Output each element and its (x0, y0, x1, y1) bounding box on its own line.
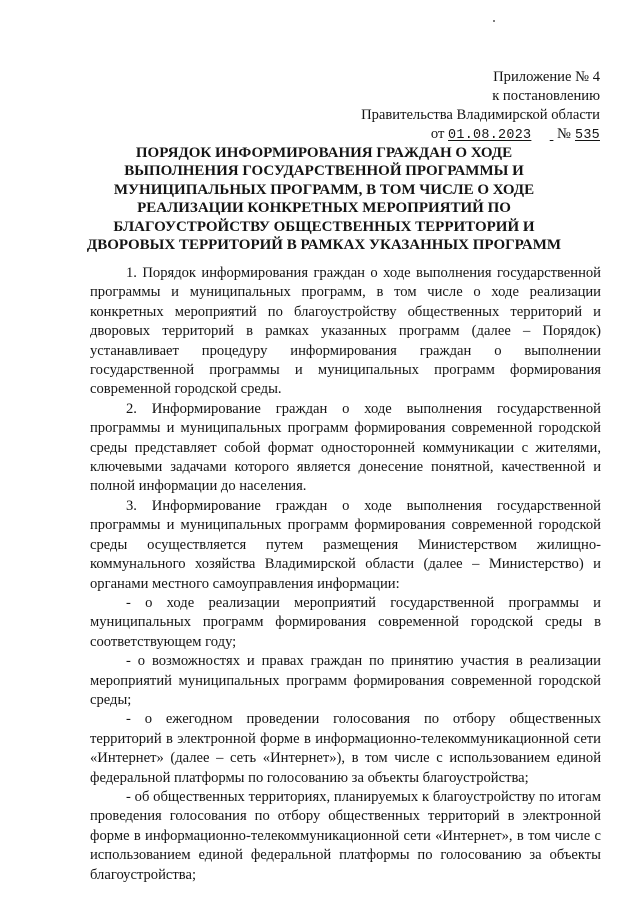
date-underline-gap (531, 125, 553, 144)
appendix-government-line: Правительства Владимирской области (361, 107, 600, 123)
list-item-territories: - об общественных территориях, планируемых к благоустройству по итогам проведения голосования по отбору общественных территорий в электронной форме в информационно-телекоммуникационной сети «Интернет», в том числе с использованием единой федеральной платформы по голосованию за объекты благоустройства; (90, 788, 601, 883)
appendix-number: Приложение № 4 (493, 69, 600, 85)
list-item-rights: - о возможностях и правах граждан по принятию участия в реализации мероприятий муниципальных программ формирования современной городской среды; (90, 653, 601, 708)
appendix-date-line (280, 125, 600, 145)
list-item-implementation: - о ходе реализации мероприятий государственной программы и муниципальных программ формирования современной городской среды в соответствующем году; (90, 594, 601, 650)
appendix-header (280, 68, 600, 145)
resolution-date: 01.08.2023 (448, 128, 532, 143)
paragraph-2: 2. Информирование граждан о ходе выполнения государственной программы и муниципальных программ формирования современной городской среды представляет собой формат односторонней коммуникации с жителями, ключевыми задачами которого является донесение понятной, качественной и полной информации до населения. (90, 400, 601, 495)
paragraph-3: 3. Информирование граждан о ходе выполнения государственной программы и муниципальных программ формирования современной городской среды осуществляется путем размещения Министерством жилищно-коммунального хозяйства Владимирской области (далее – Министерство) и органами местного самоуправления информации: (90, 497, 601, 592)
document-title: ПОРЯДОК ИНФОРМИРОВАНИЯ ГРАЖДАН О ХОДЕ ВЫПОЛНЕНИЯ ГОСУДАРСТВЕННОЙ ПРОГРАММЫ И МУНИЦИПАЛЬНЫХ ПРОГРАММ, В ТОМ ЧИСЛЕ О ХОДЕ РЕАЛИЗАЦИИ КОНКРЕТНЫХ МЕРОПРИЯТИЙ ПО БЛАГОУСТРОЙСТВУ ОБЩЕСТВЕННЫХ ТЕРРИТОРИЙ И ДВОРОВЫХ ТЕРРИТОРИЙ В РАМКАХ УКАЗАННЫХ ПРОГРАММ (86, 145, 562, 254)
resolution-number: 535 (574, 128, 600, 143)
number-sign: № (557, 126, 571, 142)
document-body (90, 264, 601, 885)
list-item-voting: - о ежегодном проведении голосования по отбору общественных территорий в электронной форме в информационно-телекоммуникационной сети «Интернет» (далее – сеть «Интернет»), в том числе с использованием единой федеральной платформы по голосованию за объекты благоустройства; (90, 711, 601, 786)
appendix-resolution-line: к постановлению (492, 88, 600, 104)
date-prefix: от (430, 126, 445, 142)
scan-speck (493, 20, 495, 22)
paragraph-1: 1. Порядок информирования граждан о ходе выполнения государственной программы и муниципальных программ, в том числе о ходе реализации конкретных мероприятий по благоустройству общественных территорий и дворовых территорий в рамках указанных программ (далее – Порядок) устанавливает процедуру информирования граждан о выполнении государственной программы и муниципальных программ формирования современной городской среды. (90, 265, 601, 398)
